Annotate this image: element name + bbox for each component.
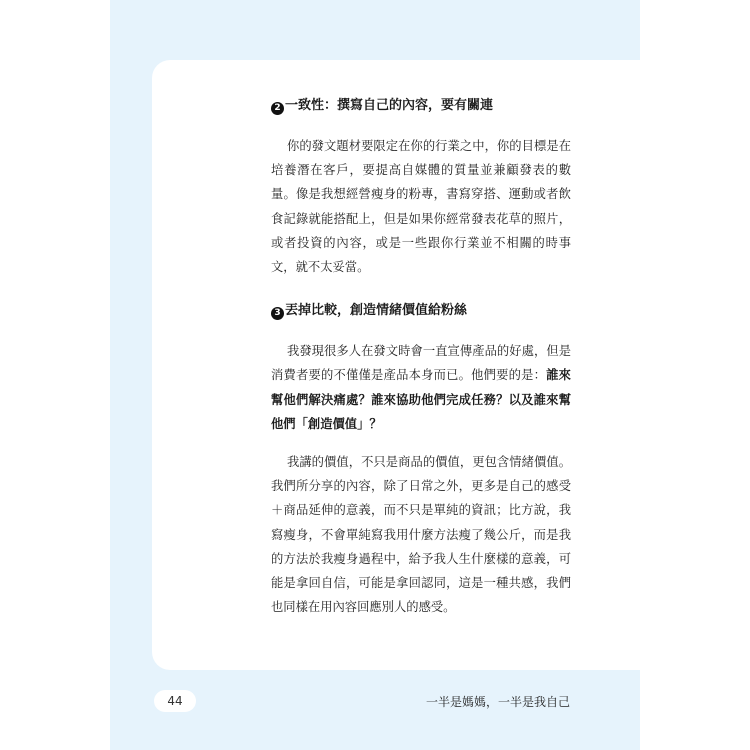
book-title: 一半是媽媽，一半是我自己	[425, 695, 570, 709]
paragraph-consistency: 你的發文題材要限定在你的行業之中，你的目標是在培養潛在客戶，要提高自媒體的質量並兼顧發表的數量。像是我想經營瘦身的粉專，書寫穿搭、運動或者飲食記錄就能搭配上，但是如果你經常發表花草的照片，或者投資的內容，或是一些跟你行業並不相關的時事文，就不太妥當。	[271, 139, 571, 275]
section-title: 丟掉比較，創造情緒價值給粉絲	[285, 303, 468, 319]
page-number: 44	[154, 690, 196, 712]
page-content	[271, 94, 571, 619]
paragraph-value-explained: 我講的價值，不只是商品的價值，更包含情緒價值。我們所分享的內容，除了日常之外，更多是自己的感受＋商品延伸的意義，而不只是單純的資訊；比方說，我寫瘦身，不會單純寫我用什麼方法瘦了幾公斤，而是我的方法於我瘦身過程中，給予我人生什麼樣的意義，可能是拿回自信，可能是拿回認同，這是一種共感，我們也同樣在用內容回應別人的感受。	[271, 455, 571, 615]
emphasis-text: 誰來幫他們解決痛處？誰來協助他們完成任務？以及誰來幫他們「創造價值」？	[271, 368, 571, 431]
section-heading-3	[271, 299, 571, 323]
paragraph-intro: 我發現很多人在發文時會一直宣傳產品的好處，但是消費者要的不僅僅是產品本身而已。他們要的是：	[271, 344, 571, 383]
section-number-badge: 3	[271, 307, 284, 320]
section-number-badge: 2	[271, 102, 284, 115]
paragraph-emotional-value	[271, 339, 571, 436]
section-title: 一致性：撰寫自己的內容，要有關連	[285, 98, 494, 113]
section-heading-2	[271, 94, 571, 118]
